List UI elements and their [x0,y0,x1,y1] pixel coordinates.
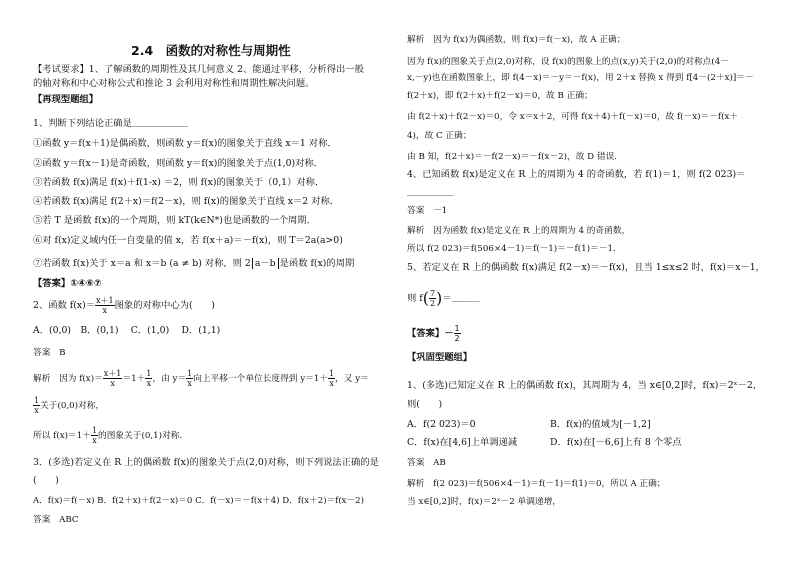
explanation-3-line-5: 由 f(2＋x)＋f(2－x)＝0，令 x＝x＋2，可得 f(x＋4)＋f(－x)＝0，故 f(－x)＝－f(x＋ [407,112,739,122]
question-2-options: A．(0,0) B．(0,1) C．(1,0) D．(1,1) [33,325,221,336]
numerator: 1 [329,369,335,378]
exam-requirement-line-2: 的轴对称和中心对称公式和推论 3 会利用对称性和周期性解决问题。 [33,78,315,89]
denominator: x [187,379,192,388]
section-reproduce: 【再现型题组】 [33,94,99,105]
statement-5: ⑤若 T 是函数 f(x)的一个周期，则 kT(k∈N*)也是函数的一个周期． [33,215,316,226]
answer-1: 【答案】①④⑥⑦ [33,278,102,289]
absolute-value: a－b [252,258,279,269]
question-3: 3．(多选)若定义在 R 上的偶函数 f(x)的图象关于点(2,0)对称，则下列说法正确的是 [33,457,379,468]
statement-7-part-1: ⑦若函数 f(x)关于 x＝a 和 x＝b (a ≠ b) 对称，则 2 [33,258,251,269]
denominator: x [329,379,334,388]
explanation-3-line-2: 因为 f(x)的图象关于点(2,0)对称，设 f(x)的图象上的点(x,y)关于(2,0)的对称点(4－ [407,57,729,67]
text: ＝1＋ [122,374,146,384]
numerator: 1 [34,396,40,405]
question-1: 1、判断下列结论正确是＿＿＿＿＿＿ [33,118,188,129]
question-2-prefix: 2、函数 f(x)＝ [33,300,95,311]
answer-4: 答案 －1 [407,206,448,216]
explanation-6-line-1: 解析 f(2 023)＝f(506×4－1)＝f(－1)＝f(1)＝0，所以 A 正确； [407,479,666,489]
question-2 [33,296,215,315]
fraction [429,289,436,308]
answer-6: 答案 AB [407,458,446,468]
question-6-option-c: C．f(x)在[4,6]上单调递减 [407,437,518,448]
explanation-3-line-4: f(2＋x)，即 f(2＋x)＋f(2－x)＝0，故 B 正确； [407,91,593,101]
text: 关于(0,0)对称， [40,401,105,411]
question-3-options: A．f(x)＝f(－x) B．f(2＋x)＋f(2－x)＝0 C．f(－x)＝－f(x＋4) D．f(x＋2)＝f(x－2) [33,496,364,506]
numerator: 1 [187,369,193,378]
denominator: x [102,306,108,315]
explanation-3-line-1: 解析 因为 f(x)为偶函数，则 f(x)＝f(－x)，故 A 正确； [407,35,626,45]
fraction [103,369,123,388]
statement-4: ④若函数 f(x)满足 f(2＋x)＝f(2－x)，则 f(x)的图象关于直线 x＝2 对称． [33,196,340,207]
denominator: 2 [429,299,436,308]
text: ，又 y＝ [335,374,369,384]
question-6: 1、(多选)已知定义在 R 上的偶函数 f(x)，其周期为 4，当 x∈[0,2]时，f(x)＝2ˣ－2， [407,380,763,391]
explanation-3-line-3: x,－y)也在函数图象上，即 f(4－x)＝－y＝－f(x)，用 2＋x 替换 x 得到 f[4－(2＋x)]＝－ [407,73,754,83]
page-title: 2.4 函数的对称性与周期性 [131,43,291,58]
question-2-suffix: 图象的对称中心为( ) [114,300,215,311]
text: 向上平移一个单位长度得到 y＝1＋ [193,374,329,384]
question-6-bracket: 则( ) [407,399,443,410]
exam-requirement-line-1: 【考试要求】1、了解函数的周期性及其几何意义 2、能通过平移，分析得出一般 [33,64,364,75]
explanation-3-line-6: 4)，故 C 正确； [407,131,472,141]
text: ＝＿＿＿ [442,293,480,304]
answer-3: 答案 ABC [33,515,79,525]
question-6-option-b: B．f(x)的值域为[－1,2] [550,419,651,430]
explanation-2-line-2 [33,396,104,415]
answer-2: 答案 B [33,348,66,358]
question-3-bracket: ( ) [33,475,59,486]
statement-3: ③若函数 f(x)满足 f(x)＋f(1-x) ＝2，则 f(x)的图象关于（0,1）对称． [33,177,325,188]
numerator: 7 [429,289,436,298]
question-5-line-2 [407,289,480,308]
text: 解析 因为 f(x)＝ [33,374,103,384]
text: ，由 y＝ [152,374,187,384]
explanation-3-line-7: 由 B 知，f(2＋x)＝－f(2－x)＝－f(x－2)，故 D 错误． [407,152,623,162]
question-6-option-a: A．f(2 023)＝0 [407,419,476,430]
paren-right: ) [436,288,443,308]
denominator: x [92,436,97,445]
numerator: x＋1 [103,369,122,378]
question-4-blank: ＿＿＿＿＿ [407,187,454,198]
numerator: 1 [91,426,98,435]
statement-7 [33,258,354,270]
explanation-4-line-2: 所以 f(2 023)＝f(506×4－1)＝f(－1)＝－f(1)＝－1. [407,244,616,254]
answer-5 [407,324,461,343]
fraction [95,296,115,315]
statement-7-part-2: 是函数 f(x)的周期 [279,258,355,269]
section-consolidate: 【巩固型题组】 [407,352,473,363]
text: 【答案】－ [407,328,454,339]
question-6-option-d: D．f(x)在[－6,6]上有 8 个零点 [550,437,682,448]
denominator: x [110,379,115,388]
numerator: 1 [146,369,152,378]
text: 所以 f(x)＝1＋ [33,431,91,441]
statement-1: ①函数 y＝f(x＋1)是偶函数，则函数 y＝f(x)的图象关于直线 x＝1 对称． [33,138,337,149]
explanation-6-line-2: 当 x∈[0,2]时，f(x)＝2ˣ－2 单调递增， [407,497,561,507]
fraction [454,324,461,343]
question-4: 4、已知函数 f(x)是定义在 R 上的周期为 4 的奇函数，若 f(1)＝1，则 f(2 023)＝ [407,169,746,180]
explanation-2-line-3 [33,426,188,445]
denominator: 2 [454,334,460,343]
denominator: x [34,406,39,415]
statement-2: ②函数 y＝f(x－1)是奇函数，则函数 y＝f(x)的图象关于点(1,0)对称． [33,158,324,169]
fraction [91,426,98,445]
explanation-4-line-1: 解析 因为函数 f(x)是定义在 R 上的周期为 4 的奇函数， [407,226,631,236]
numerator: x＋1 [96,296,114,305]
explanation-2-line-1 [33,369,369,388]
statement-6: ⑥对 f(x)定义域内任一自变量的值 x，若 f(x＋a)＝－f(x)，则 T＝2a(a>0) [33,235,343,246]
text: 的图象关于(0,1)对称． [98,431,189,441]
numerator: 1 [454,324,460,333]
question-5: 5、若定义在 R 上的偶函数 f(x)满足 f(2－x)＝－f(x)，且当 1≤x≤2 时，f(x)＝x－1， [407,262,765,273]
paren-left: ( [422,288,429,308]
denominator: x [146,379,152,388]
text: 则 f [407,293,423,304]
